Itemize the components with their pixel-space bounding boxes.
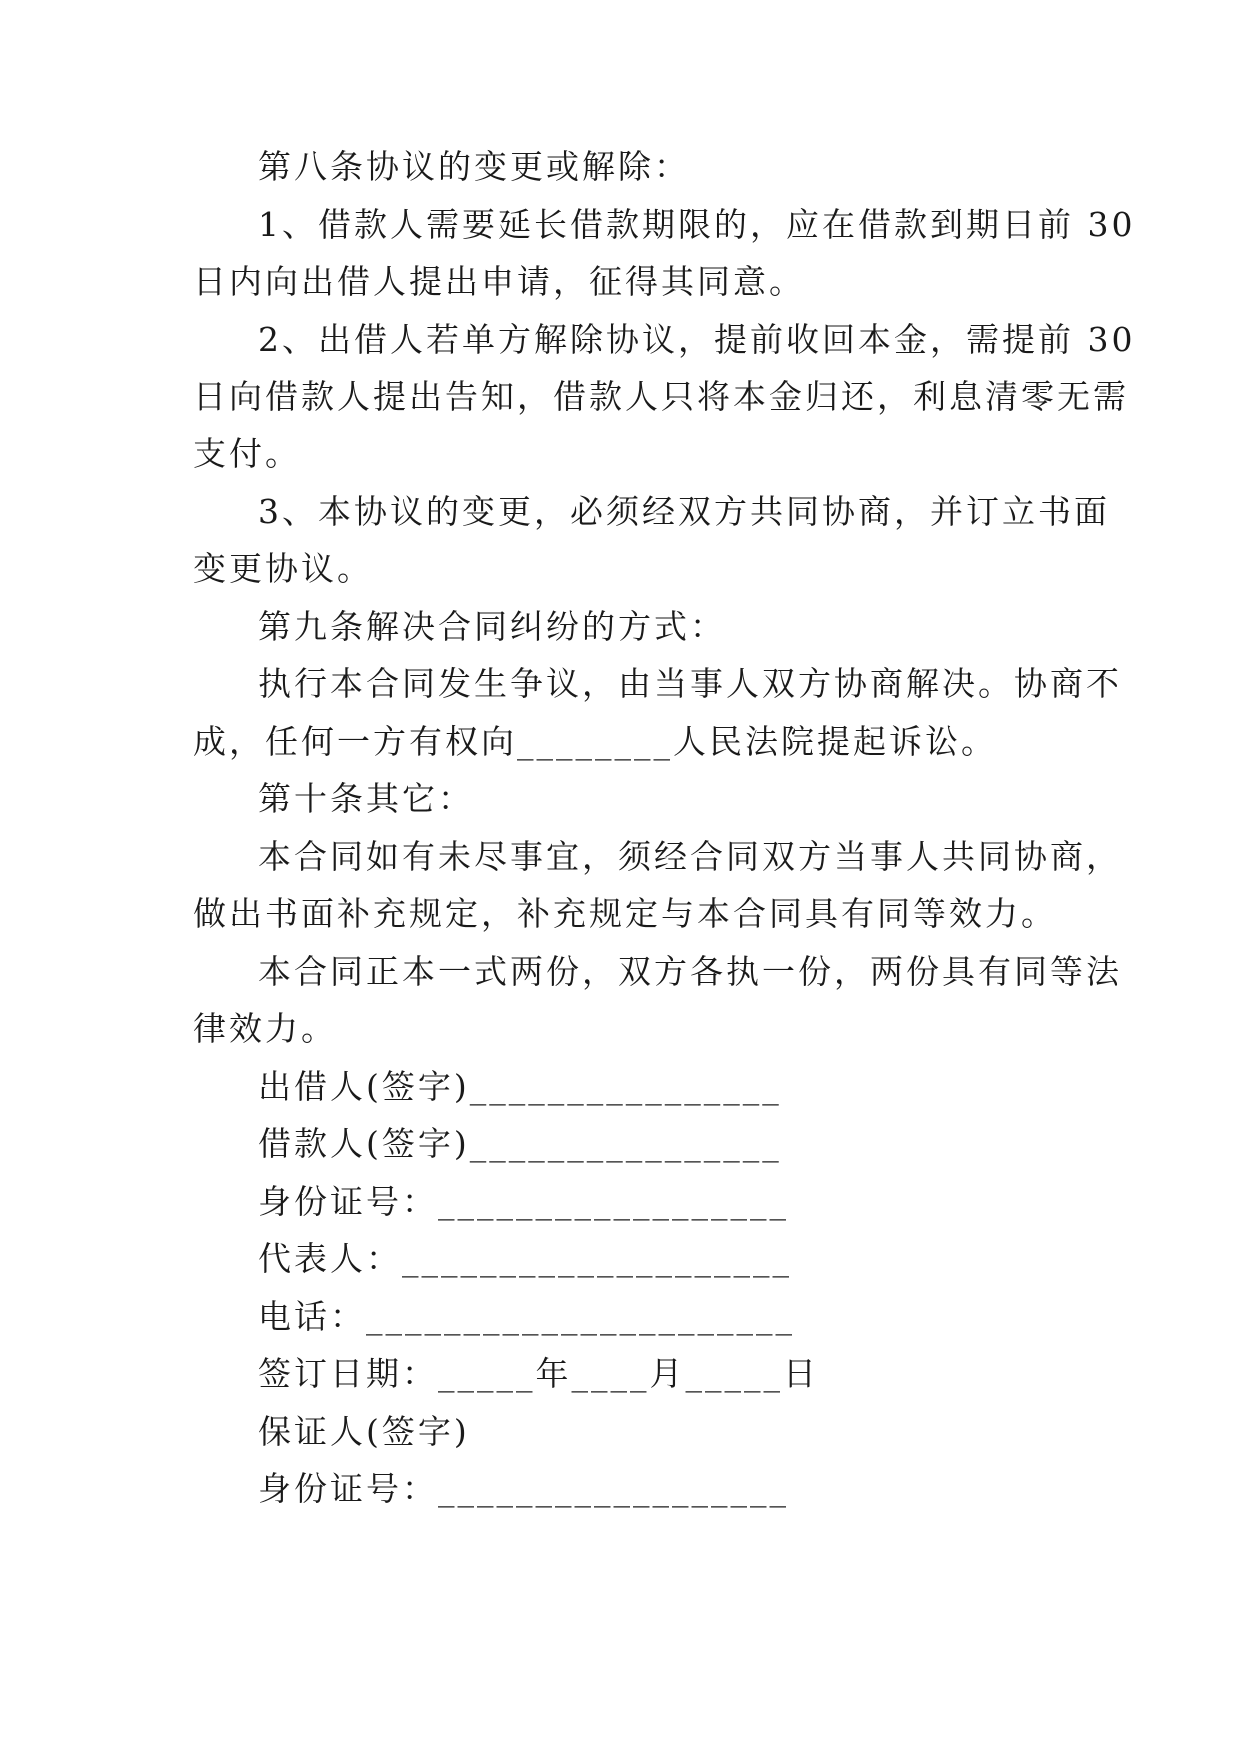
article-8-clause-1-line-2: 日内向出借人提出申请，征得其同意。: [193, 262, 805, 301]
article-10-para-1-line-1: 本合同如有未尽事宜，须经合同双方当事人共同协商，: [258, 837, 1122, 876]
article-8-clause-3-line-2: 变更协议。: [193, 549, 373, 588]
article-9-body-line-1: 执行本合同发生争议，由当事人双方协商解决。协商不: [258, 664, 1122, 703]
article-8-clause-1-line-1: 1、借款人需要延长借款期限的，应在借款到期日前 30: [258, 205, 1136, 244]
borrower-signature-field: 借款人(签字)________________: [258, 1124, 782, 1163]
article-8-clause-2-line-2: 日向借款人提出告知，借款人只将本金归还，利息清零无需: [193, 377, 1129, 416]
lender-signature-field: 出借人(签字)________________: [258, 1067, 782, 1106]
article-10-para-1-line-2: 做出书面补充规定，补充规定与本合同具有同等效力。: [193, 894, 1057, 933]
article-8-clause-2-line-3: 支付。: [193, 434, 301, 473]
article-10-para-2-line-2: 律效力。: [193, 1009, 337, 1048]
phone-field: 电话：______________________: [258, 1297, 795, 1336]
guarantor-signature-field: 保证人(签字): [258, 1412, 470, 1451]
article-10-heading: 第十条其它：: [258, 779, 474, 818]
article-8-clause-3-line-1: 3、本协议的变更，必须经双方共同协商，并订立书面: [258, 492, 1110, 531]
article-9-heading: 第九条解决合同纠纷的方式：: [258, 607, 726, 646]
guarantor-id-number-field: 身份证号：__________________: [258, 1469, 789, 1508]
id-number-field: 身份证号：__________________: [258, 1182, 789, 1221]
article-8-clause-2-line-1: 2、出借人若单方解除协议，提前收回本金，需提前 30: [258, 320, 1136, 359]
signing-date-field: 签订日期：_____年____月_____日: [258, 1354, 819, 1393]
article-10-para-2-line-1: 本合同正本一式两份，双方各执一份，两份具有同等法: [258, 952, 1122, 991]
representative-field: 代表人：____________________: [258, 1239, 792, 1278]
article-9-body-line-2: 成，任何一方有权向________人民法院提起诉讼。: [193, 722, 997, 761]
article-8-heading: 第八条协议的变更或解除：: [258, 147, 690, 186]
